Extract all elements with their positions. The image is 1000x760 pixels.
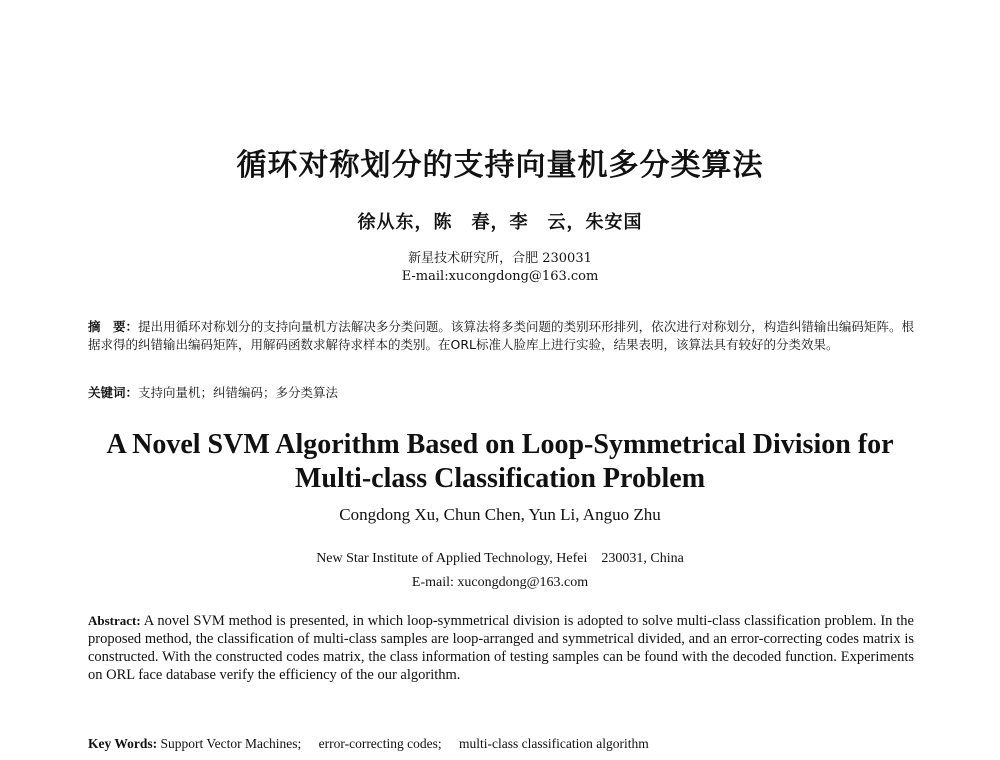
chinese-abstract (88, 318, 914, 354)
chinese-title: 循环对称划分的支持向量机多分类算法 (236, 148, 764, 183)
english-keyword-3: multi-class classification algorithm (459, 736, 649, 751)
english-keywords (88, 736, 914, 752)
english-keyword-2: error-correcting codes; (318, 736, 442, 751)
english-title-line-1: A Novel SVM Algorithm Based on Loop-Symmetrical Division for (106, 429, 894, 460)
english-keywords-label: Key Words: (88, 736, 158, 751)
english-abstract-label: Abstract: (88, 613, 141, 628)
english-title-line-2: Multi-class Classification Problem (294, 463, 706, 494)
english-abstract-text: A novel SVM method is presented, in which loop-symmetrical division is adopted to solve multi-class classification problem. In the proposed method, the classification of multi-class samples are loop-arranged and symmetrical divided, and an error-correcting codes matrix is constructed. With the constructed codes matrix, the class information of testing samples can be found with the decoded function. Experiments on ORL face database verify the efficiency of the our algorithm. (88, 613, 914, 683)
english-title (0, 428, 1000, 496)
chinese-keywords (88, 383, 914, 401)
chinese-affiliation-block (0, 250, 1000, 286)
chinese-abstract-label: 摘 要： (88, 319, 139, 334)
english-authors: Congdong Xu, Chun Chen, Yun Li, Anguo Zhu (339, 505, 661, 524)
english-affiliation: New Star Institute of Applied Technology, Hefei 230031, China (316, 551, 684, 566)
english-keyword-1: Support Vector Machines; (160, 736, 302, 751)
chinese-keywords-text: 支持向量机；纠错编码；多分类算法 (138, 385, 339, 400)
english-email: E-mail: xucongdong@163.com (411, 575, 589, 590)
chinese-keywords-label: 关键词： (88, 385, 139, 400)
chinese-authors: 徐从东，陈 春，李 云，朱安国 (357, 212, 643, 233)
english-abstract (88, 612, 914, 684)
chinese-email: E-mail:xucongdong@163.com (401, 269, 599, 284)
chinese-affiliation: 新星技术研究所，合肥 230031 (408, 251, 592, 266)
chinese-abstract-text: 提出用循环对称划分的支持向量机方法解决多分类问题。该算法将多类问题的类别环形排列，依次进行对称划分，构造纠错输出编码矩阵。根据求得的纠错输出编码矩阵，用解码函数求解待求样本的类别。在ORL标准人脸库上进行实验，结果表明，该算法具有较好的分类效果。 (88, 319, 914, 352)
